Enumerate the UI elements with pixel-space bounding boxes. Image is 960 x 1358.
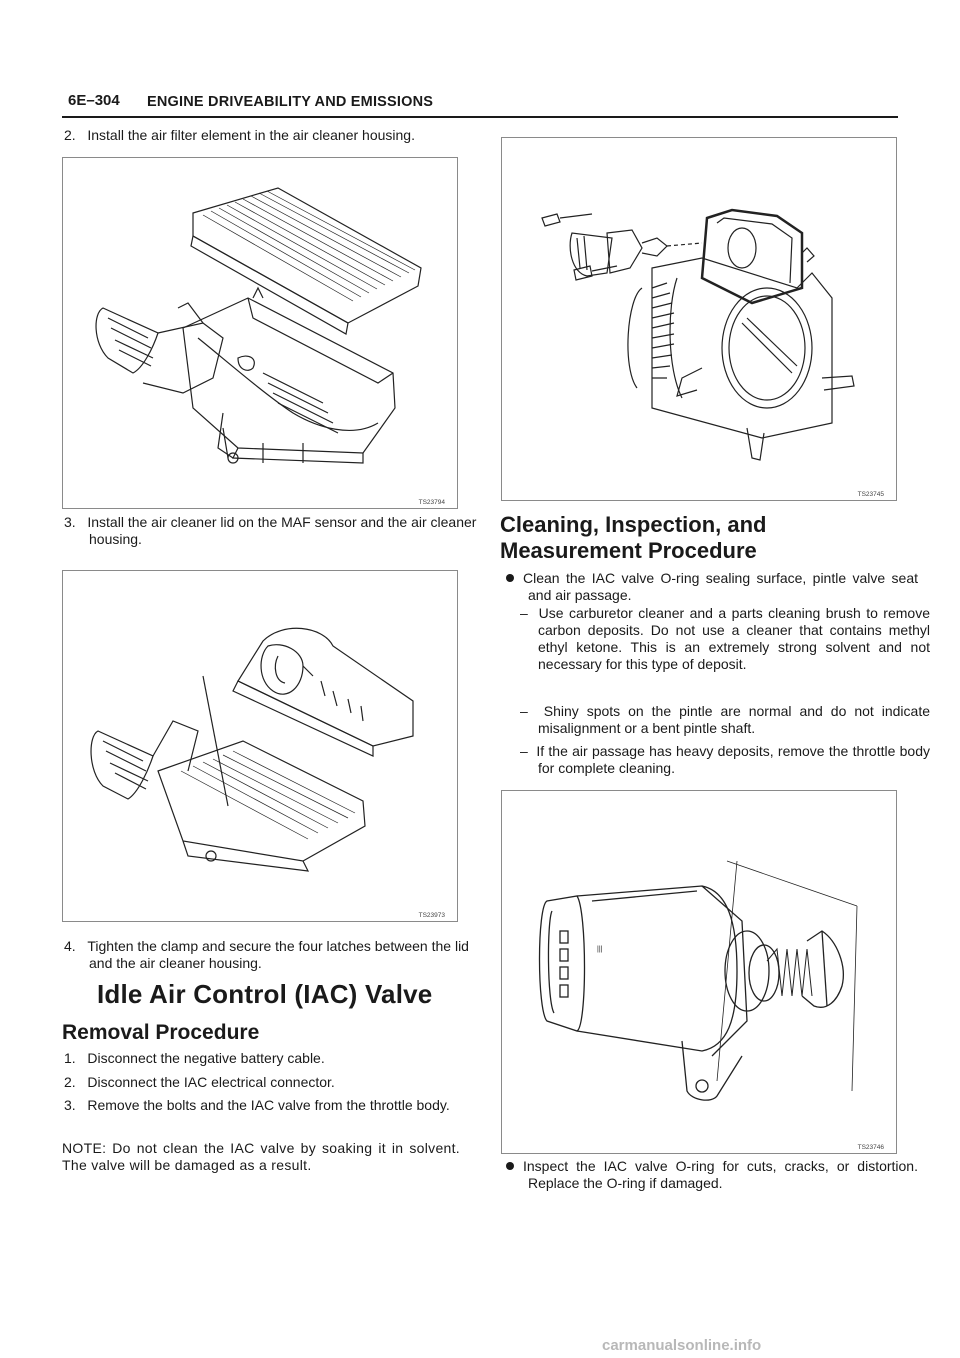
- cleaning-dash-2-text: Shiny spots on the pintle are normal and do not indicate misalignment or a bent pintle shaft.: [538, 703, 931, 736]
- step-3-text: Install the air cleaner lid on the MAF sensor and the air cleaner housing.: [87, 514, 477, 547]
- removal-step-2-text: Disconnect the IAC electrical connector.: [87, 1074, 335, 1090]
- note-text: NOTE: Do not clean the IAC valve by soaking it in solvent. The valve will be damaged as a result.: [62, 1140, 460, 1173]
- throttle-body-illustration: [502, 138, 896, 500]
- footer-watermark: carmanualsonline.info: [602, 1337, 762, 1354]
- figure-4-id: TS23746: [857, 1144, 884, 1151]
- removal-step-1-number: 1.: [64, 1050, 76, 1066]
- cleaning-dash-3: [504, 743, 930, 777]
- cleaning-dash-2: [504, 703, 930, 737]
- page-number: 6E–304: [68, 92, 120, 109]
- dash-mark-2: –: [520, 703, 528, 719]
- dash-mark-3: –: [520, 743, 528, 759]
- figure-iac-valve: [501, 790, 897, 1154]
- removal-step-3-text: Remove the bolts and the IAC valve from the throttle body.: [87, 1097, 450, 1113]
- figure-2-id: TS23973: [418, 912, 445, 919]
- air-cleaner-lid-illustration: [63, 571, 457, 921]
- iac-valve-heading: Idle Air Control (IAC) Valve: [97, 979, 433, 1009]
- step-2-text: Install the air filter element in the air cleaner housing.: [87, 127, 415, 143]
- air-filter-illustration: [63, 158, 457, 508]
- step-3-number: 3.: [64, 514, 76, 530]
- step-2-number: 2.: [64, 127, 76, 143]
- inspect-bullet-text: Inspect the IAC valve O-ring for cuts, cracks, or distortion. Replace the O-ring if damaged.: [523, 1158, 918, 1191]
- cleaning-bullet-1-text: Clean the IAC valve O-ring sealing surface, pintle valve seat and air passage.: [523, 570, 918, 603]
- removal-step-2: [64, 1074, 489, 1091]
- step-4-text: Tighten the clamp and secure the four latches between the lid and the air cleaner housing.: [87, 938, 469, 971]
- bullet-dot-2: [506, 1162, 514, 1170]
- step-4-number: 4.: [64, 938, 76, 954]
- figure-iac-throttle-body: [501, 137, 897, 501]
- svg-text:|||: |||: [597, 946, 603, 953]
- figure-air-cleaner-lid: [62, 570, 458, 922]
- section-title: ENGINE DRIVEABILITY AND EMISSIONS: [147, 94, 434, 110]
- iac-valve-illustration: [502, 791, 896, 1153]
- step-4: [64, 938, 489, 972]
- bullet-dot-1: [506, 574, 514, 582]
- removal-step-1-text: Disconnect the negative battery cable.: [87, 1050, 325, 1066]
- header-rule: [62, 116, 898, 118]
- figure-air-filter-housing: [62, 157, 458, 509]
- cleaning-heading-line-1: Cleaning, Inspection, and: [500, 512, 767, 537]
- figure-3-id: TS23745: [857, 491, 884, 498]
- step-3: [64, 514, 489, 548]
- removal-step-3-number: 3.: [64, 1097, 76, 1113]
- removal-step-1: [64, 1050, 489, 1067]
- removal-step-2-number: 2.: [64, 1074, 76, 1090]
- inspect-bullet: [506, 1158, 918, 1192]
- cleaning-dash-3-text: If the air passage has heavy deposits, remove the throttle body for complete cleaning.: [536, 743, 931, 776]
- cleaning-heading-line-2: Measurement Procedure: [500, 538, 757, 563]
- figure-1-id: TS23794: [418, 499, 445, 506]
- step-2: [64, 127, 489, 144]
- dash-mark-1: –: [520, 605, 528, 621]
- removal-procedure-heading: Removal Procedure: [62, 1021, 260, 1044]
- cleaning-dash-1-text: Use carburetor cleaner and a parts cleaning brush to remove carbon deposits. Do not use a cleaner that contains methyl ethyl ketone. This is an extremely strong solvent and not necessary for this type of deposit.: [538, 605, 930, 672]
- cleaning-bullet-1: [506, 570, 918, 604]
- cleaning-dash-1: [504, 605, 930, 673]
- removal-step-3: [64, 1097, 485, 1114]
